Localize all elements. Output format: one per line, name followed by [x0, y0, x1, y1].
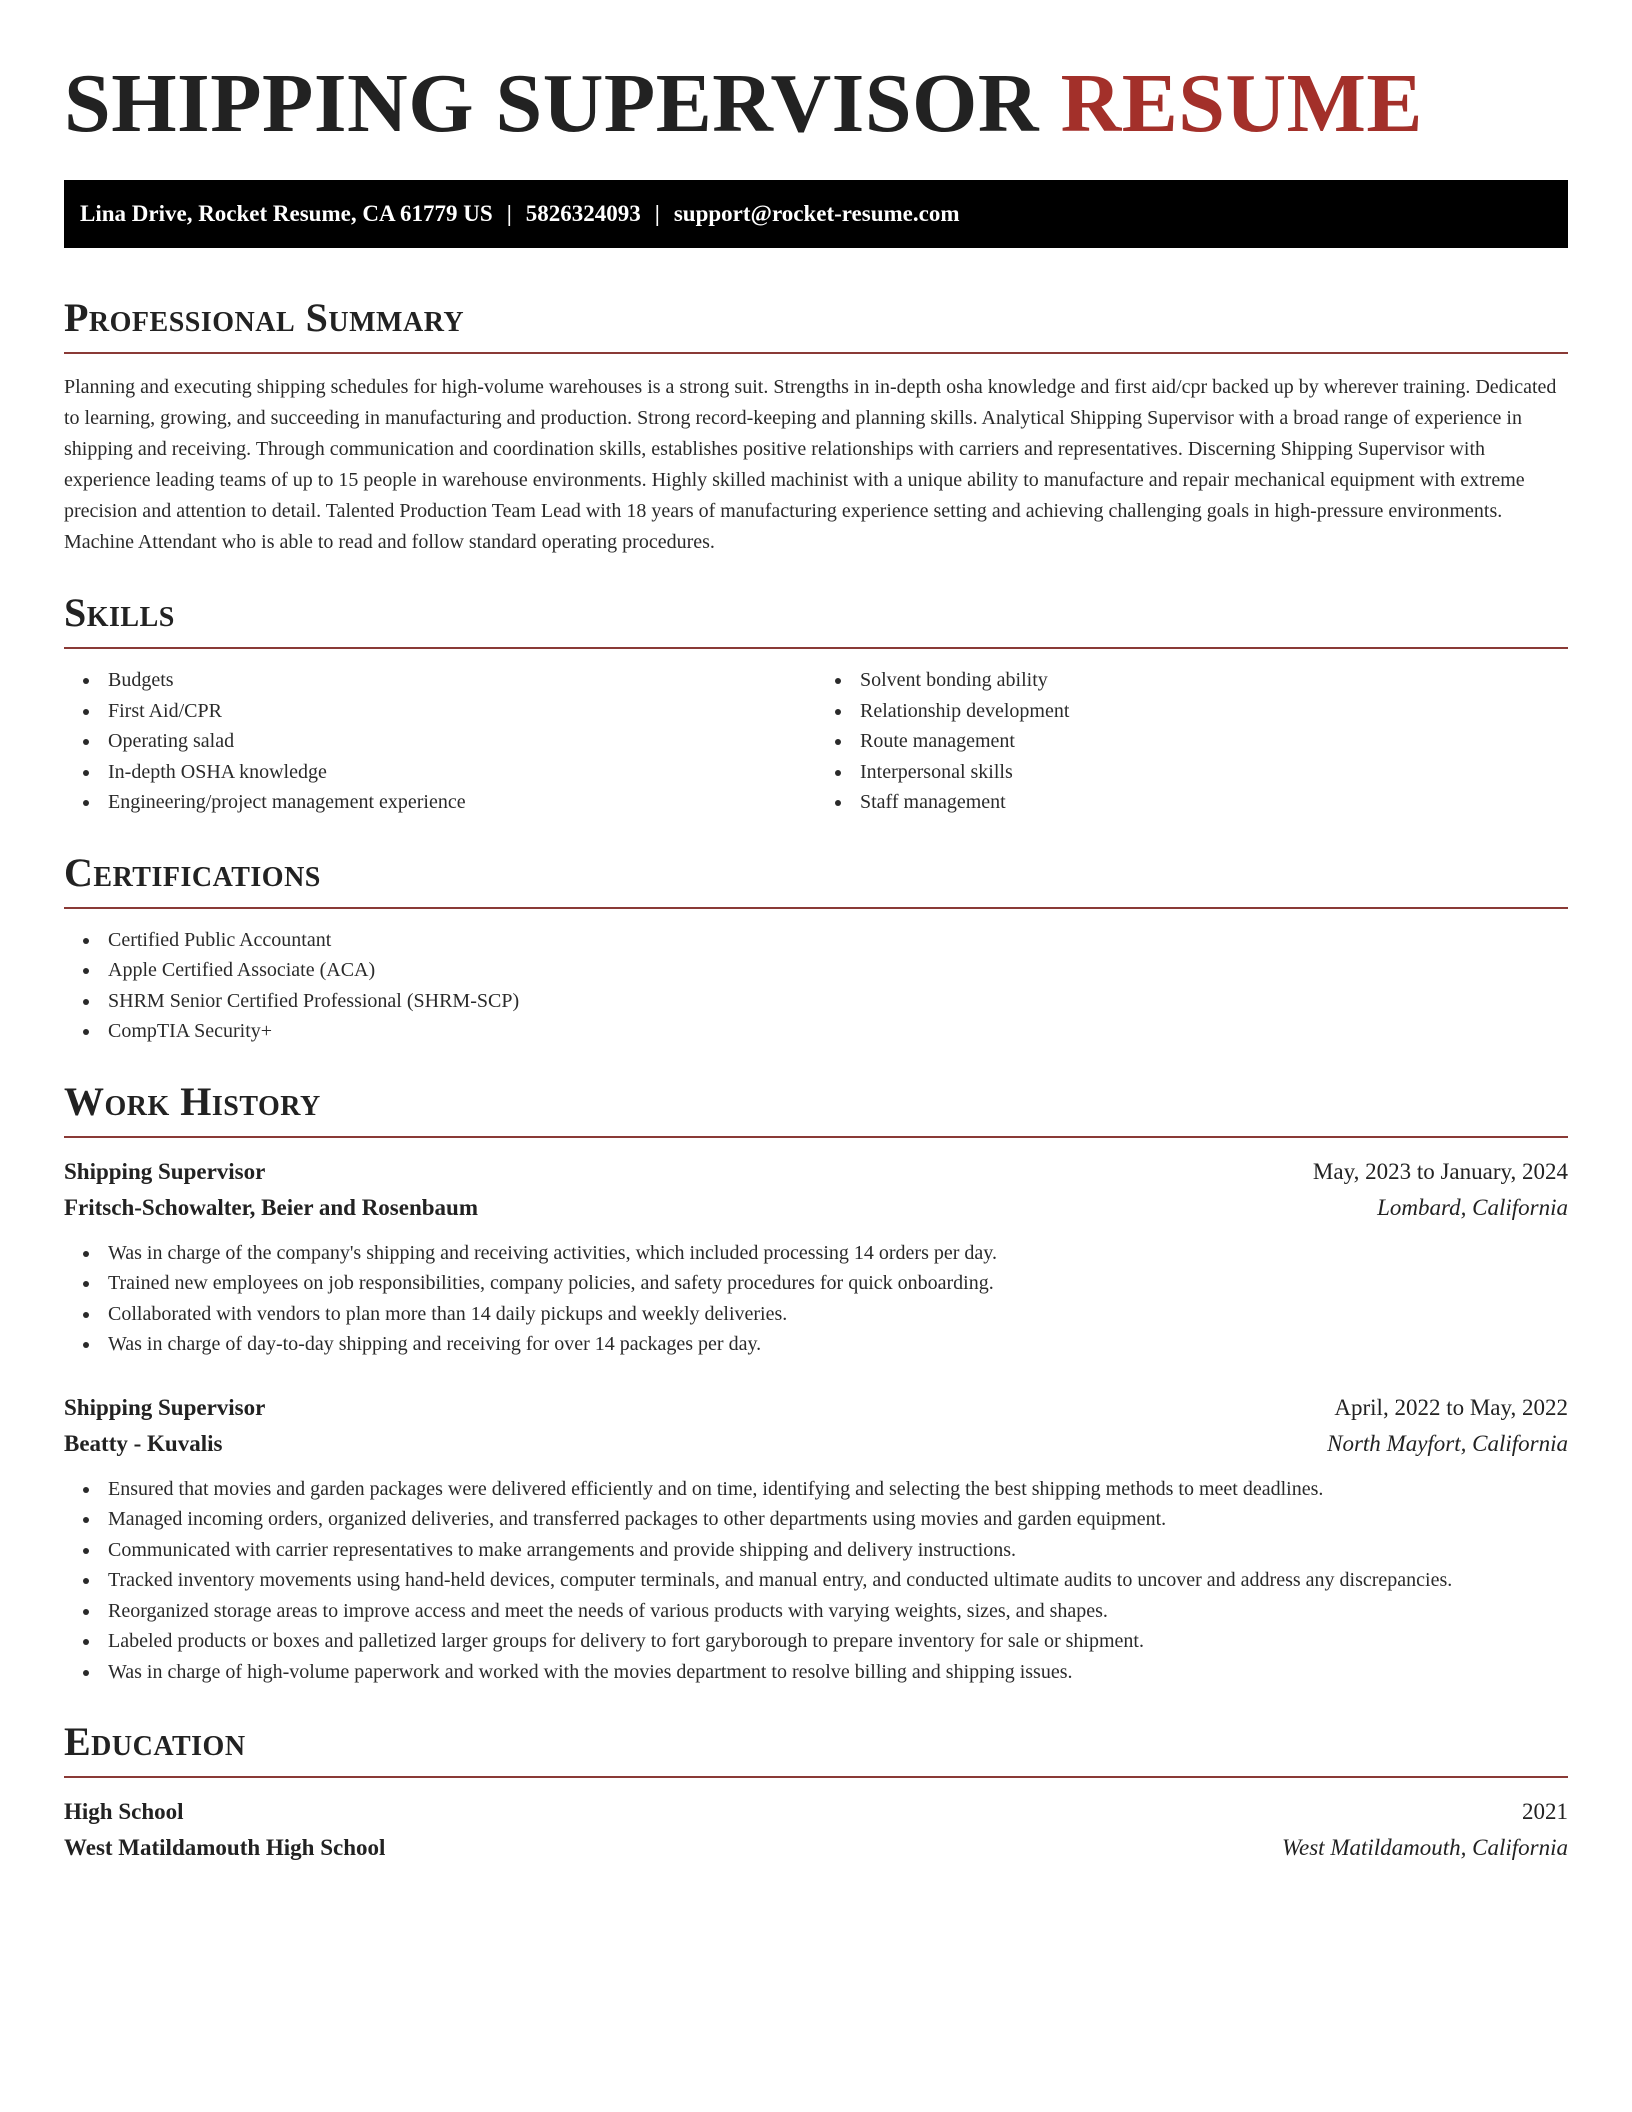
education-school-row: [64, 1830, 1568, 1866]
job-bullet: Was in charge of day-to-day shipping and receiving for over 14 packages per day.: [108, 1329, 1568, 1360]
education-degree: High School: [64, 1799, 184, 1824]
certifications-section: [64, 849, 1568, 1047]
skills-heading: Skills: [64, 590, 175, 635]
job-dates: May, 2023 to January, 2024: [1312, 1158, 1568, 1184]
contact-separator: |: [654, 201, 660, 226]
resume-page: [64, 0, 1568, 1866]
job-title: Shipping Supervisor: [64, 1158, 266, 1184]
skills-section: [64, 589, 1568, 818]
skill-item: Interpersonal skills: [860, 757, 1568, 788]
job-bullet: Was in charge of the company's shipping and receiving activities, which included processing 14 orders per day.: [108, 1238, 1568, 1269]
skill-item: Route management: [860, 726, 1568, 757]
job-location: Lombard, California: [1377, 1194, 1568, 1220]
summary-text: Planning and executing shipping schedules for high-volume warehouses is a strong suit. Strengths in in-depth osha knowledge and first aid/cpr backed up by wherever training. Dedicated to learning, growing, and succeeding in manufacturing and production. Strong record-keeping and planning skills. Analytical Shipping Supervisor with a broad range of experience in shipping and receiving. Through communication and coordination skills, establishes positive relationships with carriers and representatives. Discerning Shipping Supervisor with experience leading teams of up to 15 people in warehouse environments. Highly skilled machinist with a unique ability to manufacture and repair mechanical equipment with extreme precision and attention to detail. Talented Production Team Lead with 18 years of manufacturing experience setting and achieving challenging goals in high-pressure environments. Machine Attendant who is able to read and follow standard operating procedures.: [64, 376, 1557, 553]
contact-address: Lina Drive, Rocket Resume, CA 61779 US: [80, 201, 493, 226]
section-divider: [64, 1136, 1568, 1138]
skill-item: First Aid/CPR: [108, 696, 816, 727]
contact-separator: |: [506, 201, 512, 226]
skill-item: Solvent bonding ability: [860, 665, 1568, 696]
certifications-list: [64, 925, 1568, 1047]
skills-list-left: [64, 665, 816, 818]
job-entry: [64, 1154, 1568, 1360]
certification-item: Apple Certified Associate (ACA): [108, 955, 1568, 986]
job-bullet: Collaborated with vendors to plan more than 14 daily pickups and weekly deliveries.: [108, 1299, 1568, 1330]
job-bullets: [64, 1474, 1568, 1688]
education-location: West Matildamouth, California: [1281, 1835, 1568, 1860]
skill-item: Engineering/project management experience: [108, 787, 816, 818]
job-bullet: Labeled products or boxes and palletized larger groups for delivery to fort garyborough to prepare inventory for sale or shipment.: [108, 1626, 1568, 1657]
skill-item: Staff management: [860, 787, 1568, 818]
certification-item: CompTIA Security+: [108, 1016, 1568, 1047]
job-company: Beatty - Kuvalis: [64, 1430, 223, 1456]
skill-item: Operating salad: [108, 726, 816, 757]
certifications-heading: Certifications: [64, 849, 321, 895]
education-section: [64, 1718, 1568, 1866]
skill-item: In-depth OSHA knowledge: [108, 757, 816, 788]
title-main: SHIPPING SUPERVISOR: [64, 57, 1040, 150]
work-section: [64, 1078, 1568, 1688]
skills-grid: [64, 649, 1568, 818]
job-title: Shipping Supervisor: [64, 1394, 266, 1420]
resume-title: [64, 0, 1568, 152]
contact-email: support@rocket-resume.com: [673, 201, 960, 226]
skill-item: Budgets: [108, 665, 816, 696]
job-company-row: [64, 1426, 1568, 1462]
job-bullet: Managed incoming orders, organized deliveries, and transferred packages to other departments using movies and garden equipment.: [108, 1504, 1568, 1535]
job-bullet: Was in charge of high-volume paperwork and worked with the movies department to resolve billing and shipping issues.: [108, 1657, 1568, 1688]
job-bullet: Reorganized storage areas to improve access and meet the needs of various products with varying weights, sizes, and shapes.: [108, 1596, 1568, 1627]
job-bullets: [64, 1238, 1568, 1360]
job-location: North Mayfort, California: [1327, 1430, 1568, 1456]
summary-section: [64, 294, 1568, 558]
job-bullet: Tracked inventory movements using hand-held devices, computer terminals, and manual entry, and conducted ultimate audits to uncover and address any discrepancies.: [108, 1565, 1568, 1596]
job-bullet: Communicated with carrier representatives to make arrangements and provide shipping and delivery instructions.: [108, 1535, 1568, 1566]
skills-list-right: [816, 665, 1568, 818]
section-divider: [64, 907, 1568, 909]
education-year: 2021: [1522, 1799, 1568, 1824]
job-company: Fritsch-Schowalter, Beier and Rosenbaum: [64, 1194, 478, 1220]
contact-phone: 5826324093: [525, 201, 641, 226]
job-company-row: [64, 1190, 1568, 1226]
contact-bar: [64, 180, 1568, 248]
skill-item: Relationship development: [860, 696, 1568, 727]
education-header-row: [64, 1794, 1568, 1830]
job-header-row: [64, 1154, 1568, 1190]
education-school: West Matildamouth High School: [64, 1835, 386, 1860]
section-divider: [64, 352, 1568, 354]
certification-item: Certified Public Accountant: [108, 925, 1568, 956]
job-header-row: [64, 1390, 1568, 1426]
job-dates: April, 2022 to May, 2022: [1334, 1394, 1568, 1420]
education-heading: Education: [64, 1719, 246, 1764]
job-entry: [64, 1390, 1568, 1688]
section-divider: [64, 1776, 1568, 1778]
job-bullet: Ensured that movies and garden packages were delivered efficiently and on time, identifying and selecting the best shipping methods to meet deadlines.: [108, 1474, 1568, 1505]
title-accent: RESUME: [1060, 57, 1423, 150]
job-bullet: Trained new employees on job responsibilities, company policies, and safety procedures for quick onboarding.: [108, 1268, 1568, 1299]
summary-heading: Professional Summary: [64, 295, 465, 340]
work-heading: Work History: [64, 1078, 321, 1124]
education-entry: [64, 1794, 1568, 1866]
certification-item: SHRM Senior Certified Professional (SHRM-SCP): [108, 986, 1568, 1017]
